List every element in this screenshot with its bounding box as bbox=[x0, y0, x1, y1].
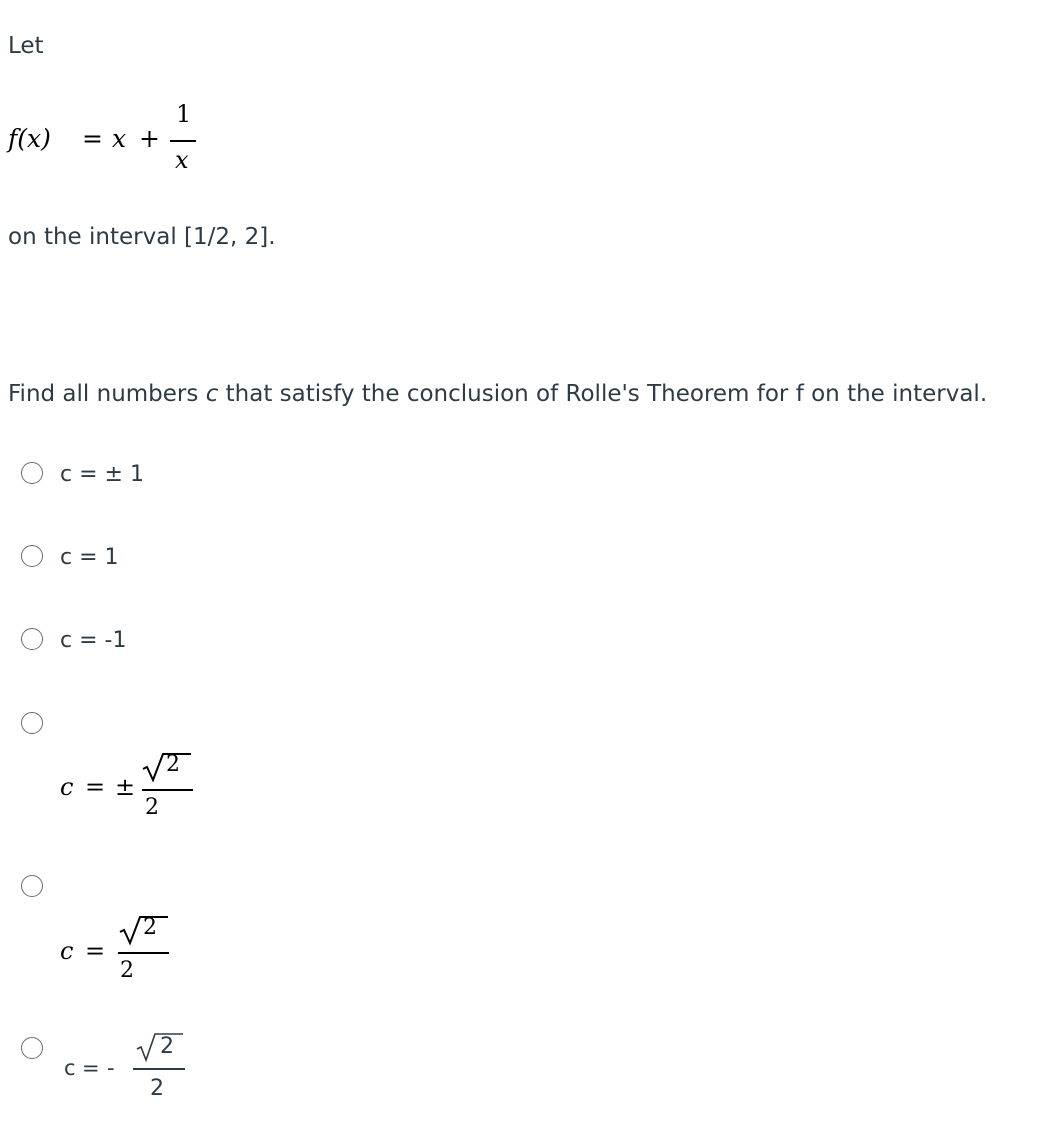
option-6-denominator: 2 bbox=[150, 1076, 164, 1101]
function-lhs: f(x) bbox=[8, 124, 51, 153]
question-var: c bbox=[205, 381, 219, 407]
option-4-denominator: 2 bbox=[145, 795, 159, 820]
option-5-denominator: 2 bbox=[120, 958, 134, 983]
option-3-label[interactable]: c = -1 bbox=[60, 628, 127, 653]
option-5-radicand: 2 bbox=[143, 915, 157, 940]
function-x: x bbox=[112, 124, 127, 153]
option-5-fraction-bar bbox=[118, 952, 169, 954]
plus-sign: + bbox=[139, 124, 160, 153]
option-6-radicand: 2 bbox=[160, 1034, 174, 1059]
option-5-eq: = bbox=[85, 937, 106, 965]
option-4-fraction-bar bbox=[142, 789, 193, 791]
equals-sign: = bbox=[82, 124, 103, 153]
option-4-sqrt-icon bbox=[143, 752, 167, 782]
option-2-label[interactable]: c = 1 bbox=[60, 545, 119, 570]
option-4-sign: ± bbox=[115, 773, 136, 801]
question-text-after: that satisfy the conclusion of Rolle's Theorem for f on the interval. bbox=[218, 381, 988, 407]
option-6-eq: = bbox=[82, 1056, 100, 1080]
option-1-label[interactable]: c = ± 1 bbox=[60, 462, 144, 487]
option-1-radio[interactable] bbox=[21, 462, 43, 484]
intro-let: Let bbox=[8, 33, 44, 59]
option-4-radio[interactable] bbox=[21, 712, 43, 734]
option-6-fraction-bar bbox=[133, 1068, 185, 1070]
option-6-radio[interactable] bbox=[21, 1037, 43, 1059]
option-3-radio[interactable] bbox=[21, 628, 43, 650]
option-5-lhs: c bbox=[60, 937, 74, 965]
option-4-eq: = bbox=[85, 773, 106, 801]
option-4-lhs: c bbox=[60, 773, 74, 801]
fraction-denominator: x bbox=[175, 146, 189, 174]
interval-text: on the interval [1/2, 2]. bbox=[8, 224, 276, 250]
question-text bbox=[8, 381, 987, 407]
fraction-numerator: 1 bbox=[176, 100, 192, 128]
question-text-before: Find all numbers bbox=[8, 381, 206, 407]
option-5-sqrt-icon bbox=[120, 915, 144, 945]
option-6-lhs: c bbox=[64, 1056, 76, 1080]
option-2-radio[interactable] bbox=[21, 545, 43, 567]
option-6-sqrt-icon bbox=[137, 1032, 159, 1062]
option-5-radio[interactable] bbox=[21, 875, 43, 897]
option-6-sign: - bbox=[107, 1056, 115, 1080]
option-4-radicand: 2 bbox=[166, 752, 180, 777]
fraction-bar bbox=[170, 140, 196, 142]
